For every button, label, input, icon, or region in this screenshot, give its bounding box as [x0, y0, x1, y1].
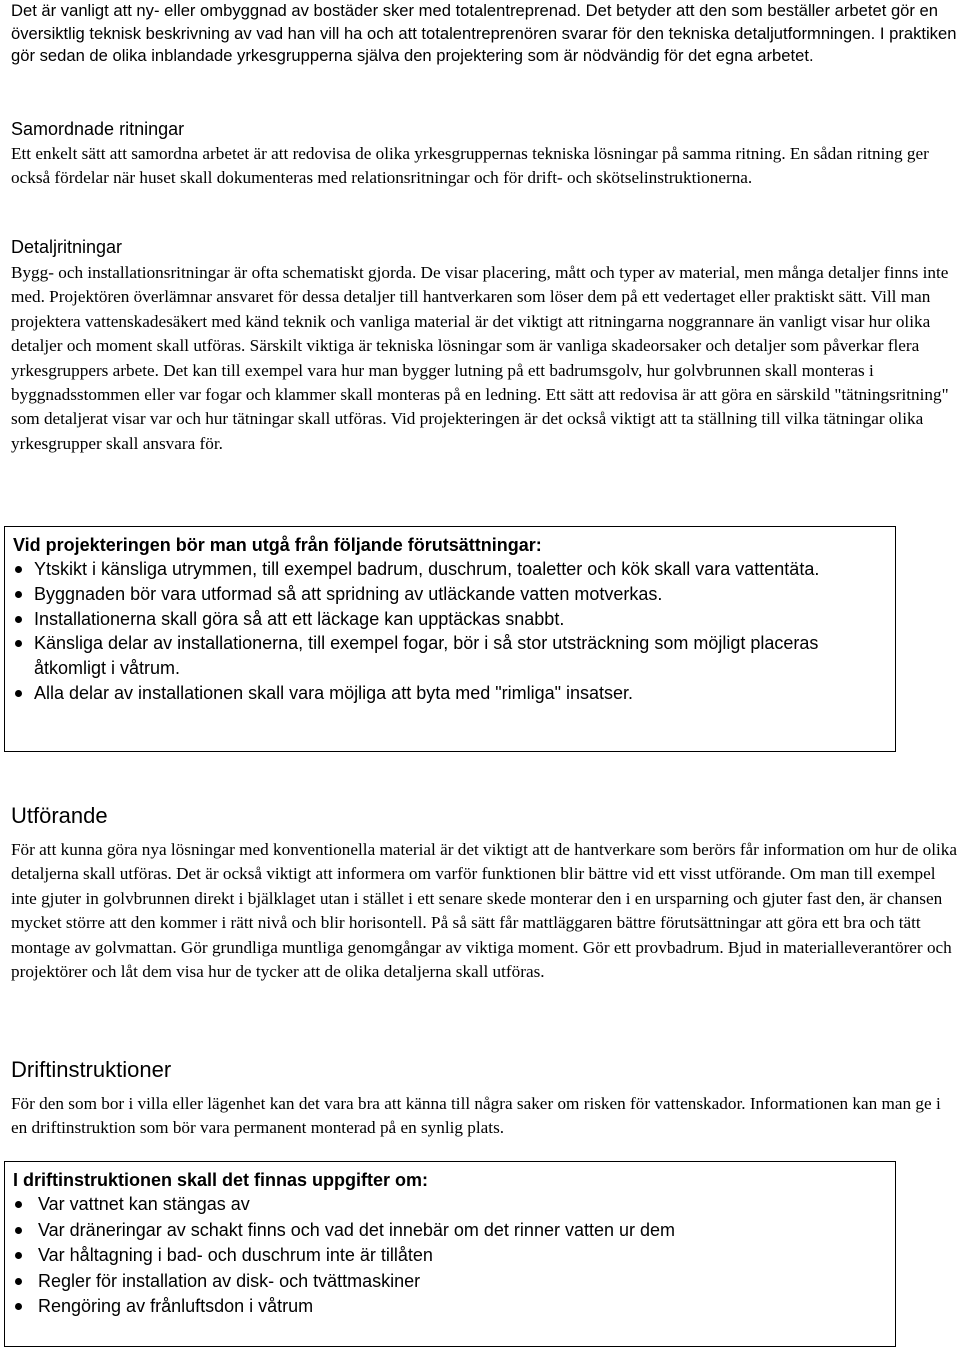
bullet-icon [15, 1227, 22, 1234]
samordnade-paragraph: Ett enkelt sätt att samordna arbetet är att redovisa de olika yrkesgruppernas tekniska lösningar på samma ritning. En sådan ritning ger också fördelar när huset skall dokumenteras med relationsritningar och för drift- och skötselinstruktionerna. [11, 144, 929, 188]
driftinstruktioner-heading: Driftinstruktioner [11, 1057, 172, 1082]
list-item: Känsliga delar av installationerna, till exempel fogar, bör i så stor utsträckning som möjligt placeras åtkomligt i våtrum. [13, 631, 887, 681]
bullet-icon [15, 690, 22, 697]
samordnade-heading: Samordnade ritningar [11, 119, 185, 139]
bullet-icon [15, 1201, 22, 1208]
prerequisites-list [13, 557, 887, 706]
prerequisites-title: Vid projekteringen bör man utgå från följande förutsättningar: [13, 535, 542, 555]
prerequisites-box [4, 526, 896, 752]
driftinstruktioner-paragraph: För den som bor i villa eller lägenhet kan det vara bra att känna till några saker om risken för vattenskador. Informationen kan man ge i en driftinstruktion som bör vara permanent monterad på en synlig plats. [11, 1094, 941, 1138]
bullet-icon [15, 616, 22, 623]
list-item: Installationerna skall göra så att ett läckage kan upptäckas snabbt. [13, 607, 887, 632]
bullet-icon [15, 640, 22, 647]
drift-info-list [13, 1192, 887, 1320]
list-item: Rengöring av frånluftsdon i våtrum [13, 1294, 887, 1320]
detaljritningar-heading: Detaljritningar [11, 237, 123, 257]
detaljritningar-paragraph: Bygg- och installationsritningar är ofta schematiskt gjorda. De visar placering, mått och typer av material, men många detaljer finns inte med. Projektören överlämnar ansvaret för dessa detaljer till hantverkaren som löser dem på ett vedertaget eller praktiskt sätt. Vill man projektera vattenskadesäkert med känd teknik och vanliga material är det viktigt att ritningarna noggrannare än vanligt visar hur olika detaljer och moment skall utföras. Särskilt viktiga är tekniska lösningar som är vanliga skadeorsaker och detaljer som påverkar flera yrkesgruppers arbete. Det kan till exempel vara hur man bygger lutning på ett badrumsgolv, hur golvbrunnen skall monteras i byggnadsstommen eller var fogar och klammer skall monteras på en ledning. Ett sätt att redovisa är att göra en särskild "tätningsritning" som detaljerat visar var och hur tätningar skall utföras. Vid projekteringen är det också viktigt att ta ställning till vilka tätningar olika yrkesgrupper skall ansvara för. [11, 263, 949, 453]
bullet-icon [15, 591, 22, 598]
list-item: Regler för installation av disk- och tvättmaskiner [13, 1269, 887, 1295]
bullet-icon [15, 566, 22, 573]
utforande-heading: Utförande [11, 803, 108, 828]
list-item: Var håltagning i bad- och duschrum inte är tillåten [13, 1243, 887, 1269]
list-item: Ytskikt i känsliga utrymmen, till exempel badrum, duschrum, toaletter och kök skall vara vattentäta. [13, 557, 887, 582]
list-item: Var dräneringar av schakt finns och vad det innebär om det rinner vatten ur dem [13, 1218, 887, 1244]
bullet-icon [15, 1278, 22, 1285]
utforande-paragraph: För att kunna göra nya lösningar med konventionella material är det viktigt att de hantverkare som berörs får information om hur de olika detaljerna skall utföras. Det är också viktigt att informera om varför funktionen blir bättre vid ett visst utförande. Om man till exempel inte gjuter in golvbrunnen direkt i bjälklaget utan i stället i ett senare skede monterar den i en ursparning och gjuter fast den, är chansen mycket större att den kommer i rätt nivå och blir horisontell. På så sätt får mattläggaren bättre förutsättningar att göra ett bra och tätt montage av golvmattan. Gör grundliga muntliga genomgångar av viktiga moment. Gör ett provbadrum. Bjud in materialleverantörer och projektörer och låt dem visa hur de tycker att de olika detaljerna skall utföras. [11, 840, 957, 982]
list-item: Var vattnet kan stängas av [13, 1192, 887, 1218]
list-item: Alla delar av installationen skall vara möjliga att byta med "rimliga" insatser. [13, 681, 887, 706]
drift-info-box [4, 1161, 896, 1347]
bullet-icon [15, 1252, 22, 1259]
bullet-icon [15, 1303, 22, 1310]
drift-info-title: I driftinstruktionen skall det finnas uppgifter om: [13, 1170, 429, 1190]
intro-paragraph: Det är vanligt att ny- eller ombyggnad av bostäder sker med totalentreprenad. Det betyder att den som beställer arbetet gör en översiktlig teknisk beskrivning av vad han vill ha och att totalentreprenören svarar för den tekniska detaljutformningen. I praktiken gör sedan de olika inblandade yrkesgrupperna själva den projektering som är nödvändig för det egna arbetet. [11, 1, 957, 66]
list-item: Byggnaden bör vara utformad så att spridning av utläckande vatten motverkas. [13, 582, 887, 607]
